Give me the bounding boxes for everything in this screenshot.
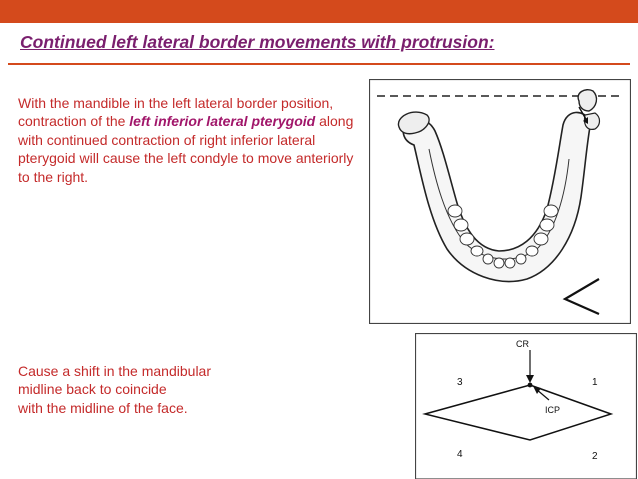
mandible-illustration [369,79,631,324]
quadrant-2-label: 2 [592,451,598,462]
quadrant-1-label: 1 [592,377,598,388]
body-paragraph-2: Cause a shift in the mandibular midline back to coincide with the midline of the face. [18,363,211,416]
slide-title: Continued left lateral border movements with protrusion: [20,32,495,52]
cr-point [528,383,533,388]
quadrant-3-label: 3 [457,377,463,388]
cr-label: CR [516,339,529,349]
top-accent-bar [0,0,638,23]
para1-text-after: along with continued contraction of right inferior lateral pterygoid will cause the left condyle to move anteriorly to the right. [18,113,354,185]
quadrant-4-label: 4 [457,449,463,460]
body-paragraph-1 [18,94,363,186]
gothic-arch-diagram [415,333,637,479]
para1-emphasis: left inferior lateral pterygoid [129,113,316,130]
icp-label: ICP [545,405,561,415]
para1-text-before: With the mandible in the left lateral border position, contraction of the [18,95,334,130]
title-divider [8,63,630,65]
